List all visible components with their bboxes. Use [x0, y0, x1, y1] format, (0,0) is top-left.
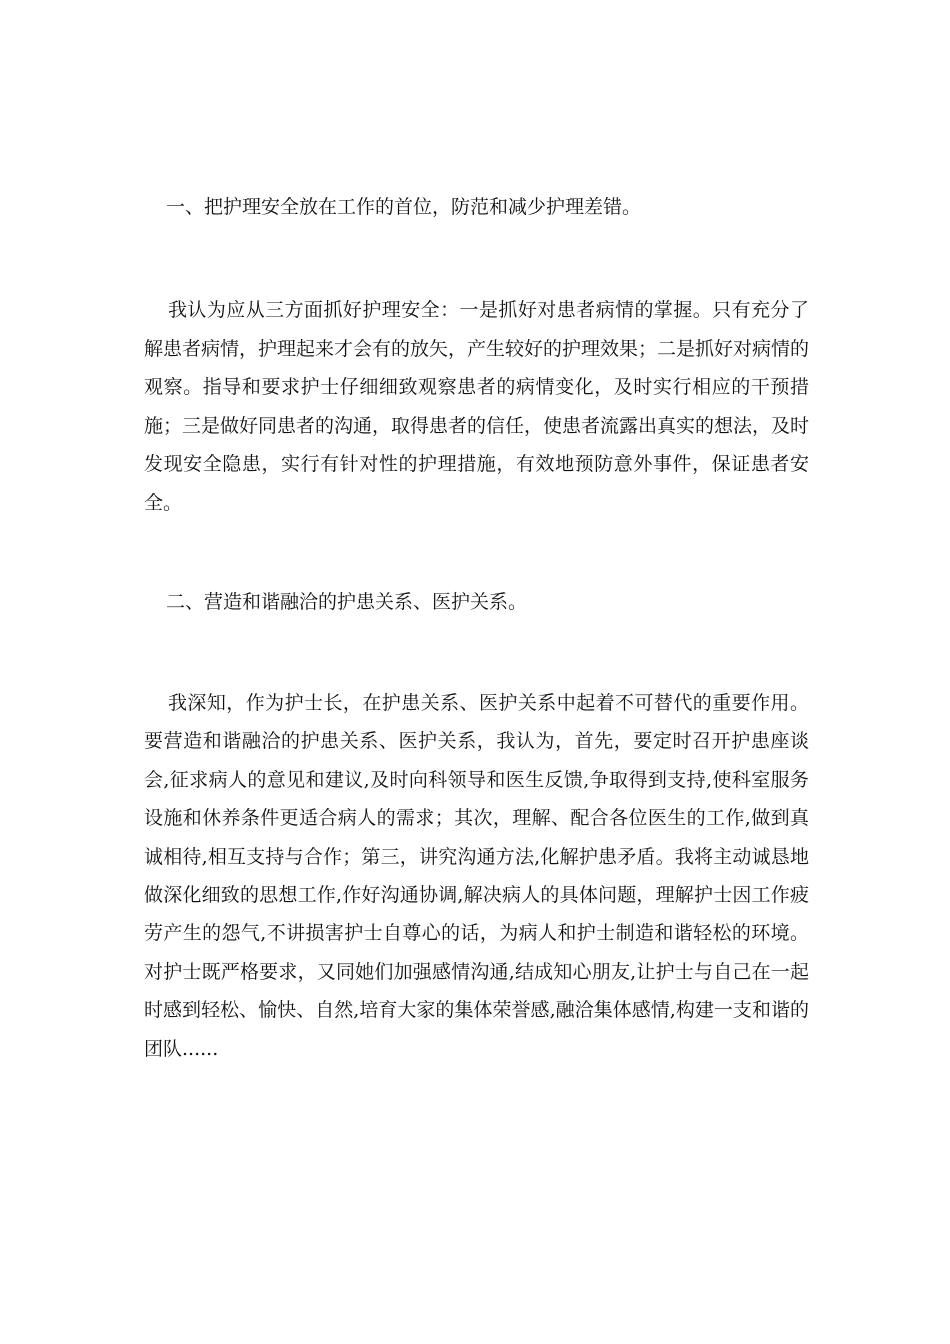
- paragraph-1: 我认为应从三方面抓好护理安全：一是抓好对患者病情的掌握。只有充分了解患者病情，护理起来才会有的放矢，产生较好的护理效果；二是抓好对病情的观察。指导和要求护士仔细细致观察患者的病情变化，及时实行相应的干预措施；三是做好同患者的沟通，取得患者的信任，使患者流露出真实的想法，及时发现安全隐患，实行有针对性的护理措施，有效地预防意外事件，保证患者安全。: [144, 299, 810, 514]
- paragraph-2: 我深知，作为护士长，在护患关系、医护关系中起着不可替代的重要作用。要营造和谐融洽的护患关系、医护关系，我认为，首先，要定时召开护患座谈会,征求病人的意见和建议,及时向科领导和医生反馈,争取得到支持,使科室服务设施和休养条件更适合病人的需求；其次，理解、配合各位医生的工作,做到真诚相待,相互支持与合作；第三，讲究沟通方法,化解护患矛盾。我将主动诚恳地做深化细致的思想工作,作好沟通协调,解决病人的具体问题，理解护士因工作疲劳产生的怨气,不讲损害护士自尊心的话，为病人和护士制造和谐轻松的环境。对护士既严格要求，又同她们加强感情沟通,结成知心朋友,让护士与自己在一起时感到轻松、愉快、自然,培育大家的集体荣誉感,融洽集体感情,构建一支和谐的团队......: [144, 692, 809, 1060]
- section-heading-2: 二、营造和谐融洽的护患关系、医护关系。: [166, 591, 528, 613]
- section-heading-1: 一、把护理安全放在工作的首位，防范和减少护理差错。: [166, 196, 642, 218]
